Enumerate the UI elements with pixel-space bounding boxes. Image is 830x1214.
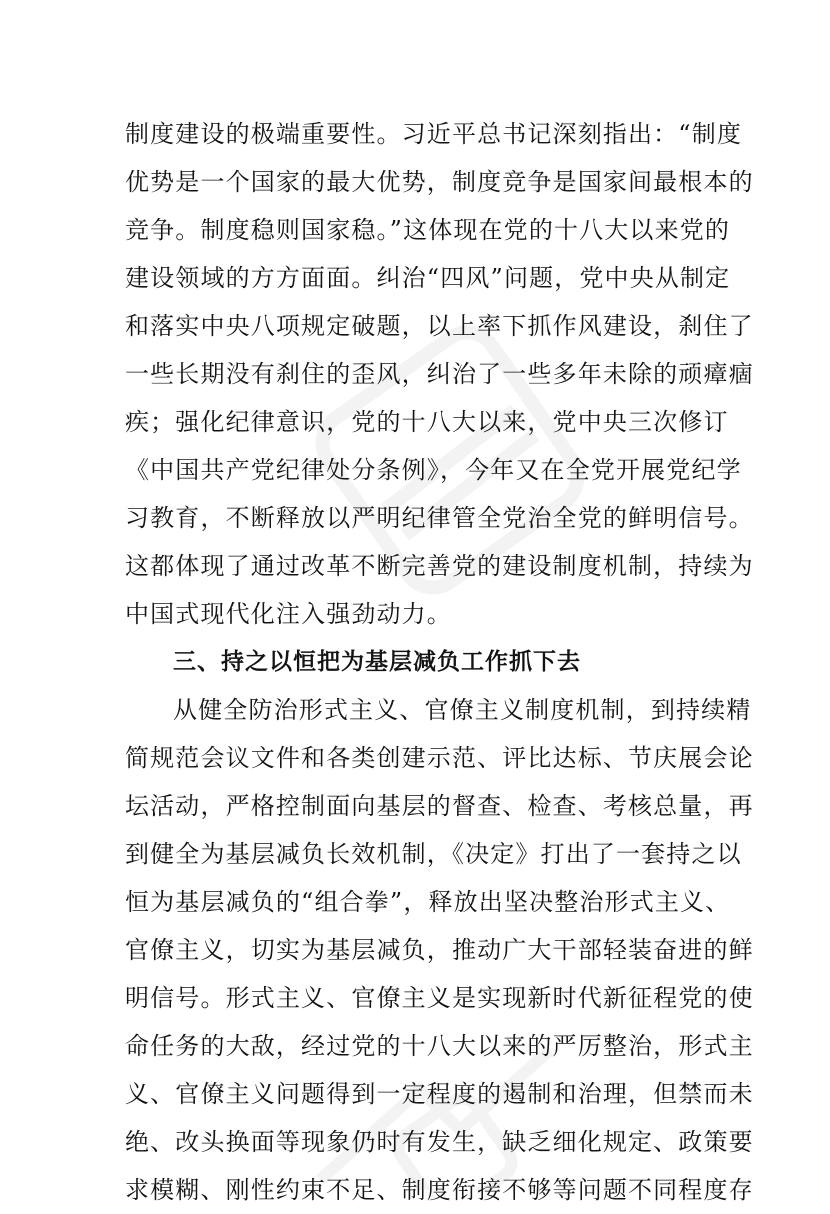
text-line: 从健全防治形式主义、官僚主义制度机制，到持续精 [173,696,752,724]
text-line: 绝、改头换面等现象仍时有发生，缺乏细化规定、政策要 [125,1128,754,1156]
text-line: 制度建设的极端重要性。习近平总书记深刻指出：“制度 [125,120,743,148]
text-line: 坛活动，严格控制面向基层的督查、检查、考核总量，再 [125,792,754,820]
text-line: 官僚主义，切实为基层减负，推动广大干部轻装奋进的鲜 [125,936,754,964]
text-line: 明信号。形式主义、官僚主义是实现新时代新征程党的使 [125,984,754,1012]
text-line: 这都体现了通过改革不断完善党的建设制度机制，持续为 [125,552,754,580]
text-line: 简规范会议文件和各类创建示范、评比达标、节庆展会论 [125,744,754,772]
text-line: 和落实中央八项规定破题，以上率下抓作风建设，刹住了 [125,312,754,340]
document-body [125,110,754,1214]
text-line: 义、官僚主义问题得到一定程度的遏制和治理，但禁而未 [125,1080,754,1108]
text-line: 中国式现代化注入强劲动力。 [125,600,452,628]
section-heading: 三、持之以恒把为基层减负工作抓下去 [173,649,581,675]
text-line: 竞争。制度稳则国家稳。”这体现在党的十八大以来党的 [125,216,731,244]
text-line: 习教育，不断释放以严明纪律管全党治全党的鲜明信号。 [125,504,754,532]
text-line: 命任务的大敌，经过党的十八大以来的严厉整治，形式主 [125,1032,754,1060]
text-line: 求模糊、刚性约束不足、制度衔接不够等问题不同程度存 [125,1176,754,1204]
text-line: 恒为基层减负的“组合拳”，释放出坚决整治形式主义、 [125,888,731,916]
text-line: 优势是一个国家的最大优势，制度竞争是国家间最根本的 [125,168,754,196]
text-line: 建设领域的方方面面。纠治“四风”问题，党中央从制定 [125,264,731,292]
text-line: 一些长期没有刹住的歪风，纠治了一些多年未除的顽瘴痼 [125,360,754,388]
text-line: 到健全为基层减负长效机制，《决定》打出了一套持之以 [125,840,742,868]
text-line: 疾；强化纪律意识，党的十八大以来，党中央三次修订 [125,408,729,436]
text-line: 《中国共产党纪律处分条例》，今年又在全党开展党纪学 [125,456,742,484]
